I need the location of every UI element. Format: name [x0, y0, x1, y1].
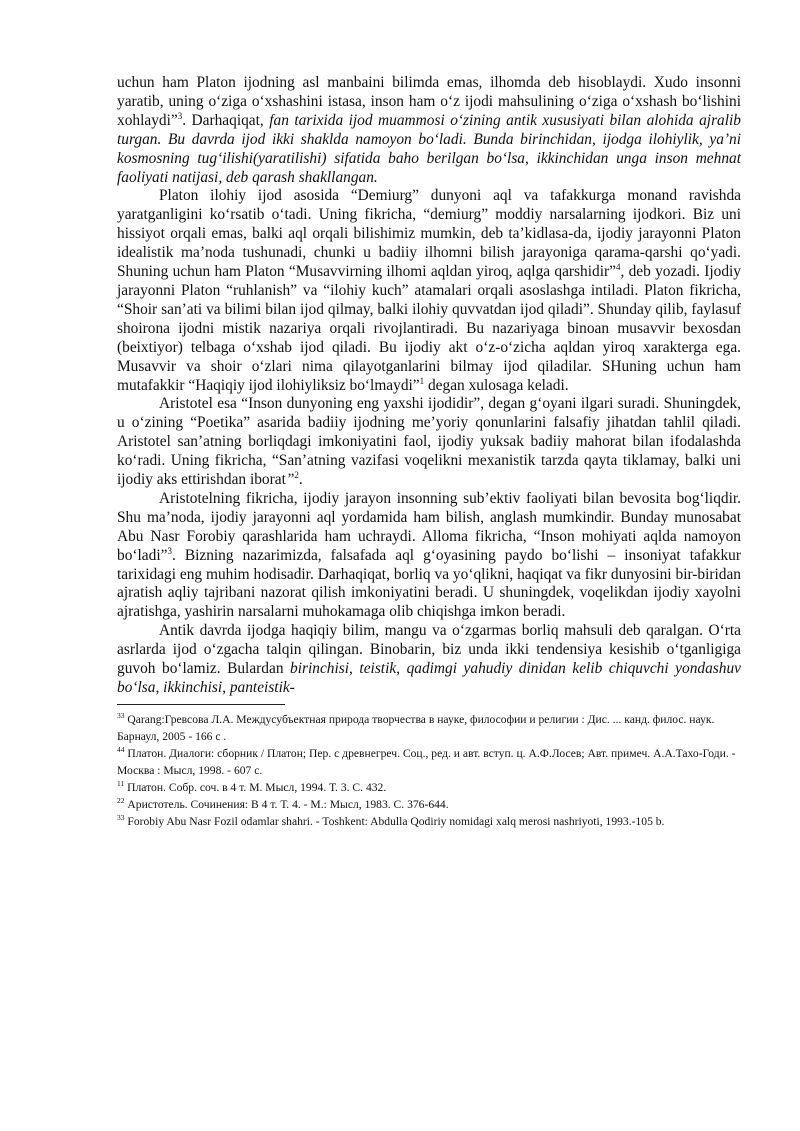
footnote-ref[interactable]: 1	[419, 375, 425, 386]
paragraph-1-italic: fan tarixida ijod muammosi o‘zining antik xususiyati bilan alohida ajralib turgan. Bu davrda ijod ikki shaklda namoyon bo‘ladi. Bunda birinchidan, ijodga ilohiylik, ya’ni kosmosning tug‘ilishi(yaratilishi) sifatida baho berilgan bo‘lsa, ikkinchidan unga inson mehnat faoliyati natijasi, deb qarash shakllangan.	[117, 111, 742, 186]
paragraph-4-text-b: . Bizning nazarimizda, falsafada aql g‘oyasining paydo bo‘lishi – insoniyat tafakkur tarixidagi eng muhim hodisadir. Darhaqiqat, borliq va yo‘qlikni, haqiqat va fikr dunyosini bir-biridan ajratish aqliy tajribani nazorat qilish imkoniyatini beradi. U shuningdek, voqelikdan ijodiy xayolni ajratishga, yashirin narsalarni muhokamaga olib chiqishga imkon beradi.	[117, 546, 741, 621]
paragraph-2-text-c: degan xulosaga keladi.	[424, 376, 569, 394]
footnote-mark: 33	[117, 711, 125, 721]
footnote-ref[interactable]: 4	[615, 261, 621, 272]
paragraph-2-text-a: Platon ilohiy ijod asosida “Demiurg” dunyoni aql va tafakkurga monand ravishda yaratganligini ko‘rsatib o‘tadi. Uning fikricha, “demiurg” moddiy narsalarning ijodkori. Biz uni hissiyot orqali emas, balki aql orqali bilishimiz mumkin, deb ta’kidlasa-da, ijodiy jarayonni Platon idealistik ma’noda tushunadi, chunki u badiiy ilhomni bilish jarayoniga qarama-qarshi qo‘yadi. Shuning uchun ham Platon “Musavvirning ilhomi aqldan yiroq, aqlga qarshidir”	[117, 187, 741, 281]
paragraph-3-text-b: .	[298, 471, 303, 489]
paragraph-5-italic: birinchisi, teistik, qadimgi yahudiy dinidan kelib chiquvchi yondashuv bo‘lsa, ikkinchisi, panteistik-	[117, 660, 741, 696]
footnote-text: Аристотель. Сочинения: В 4 т. Т. 4. - М.: Мысл, 1983. С. 376-644.	[124, 797, 449, 811]
footnote-text: Платон. Собр. соч. в 4 т. М. Мысл, 1994. Т. 3. С. 432.	[124, 780, 387, 794]
paragraph-1	[117, 74, 741, 187]
paragraph-5-text-a: Antik davrda ijodga haqiqiy bilim, mangu va o‘zgarmas borliq mahsuli deb qaralgan. O‘rta asrlarda ijod o‘zgacha talqin qilingan. Binobarin, biz unda ikki tendensiya kesishib o‘tganligiga guvoh bo‘lamiz. Bulardan	[117, 622, 741, 678]
footnote	[117, 796, 741, 813]
footnote-mark: 33	[117, 813, 125, 823]
paragraph-1-text-b: . Darhaqiqat,	[182, 111, 270, 129]
footnote	[117, 813, 741, 830]
footnote	[117, 779, 741, 796]
footnote-ref[interactable]: 2	[294, 469, 299, 480]
footnote-separator	[117, 704, 285, 705]
paragraph-3	[117, 395, 741, 490]
footnote-text: Qarang:Гревсова Л.А. Междусубъектная природа творчества в науке, философии и религии : Дис. ... канд. филос. наук. Барнаул, 2005 - 166 с .	[117, 712, 715, 743]
paragraph-1-text-a: uchun ham Platon ijodning asl manbaini bilimda emas, ilhomda deb hisoblaydi. Xudo insonni yaratib, uning o‘ziga o‘xshashini istasa, inson ham o‘z ijodi mahsulining o‘ziga o‘xshash bo‘lishini xohlaydi”	[117, 74, 741, 129]
paragraph-2	[117, 187, 741, 395]
paragraph-2-text-b: , deb yozadi. Ijodiy jarayonni Platon “ruhlanish” va “ilohiy kuch” atamalari orqali asoslashga intiladi. Platon fikricha, “Shoir san’ati va bilimi bilan ijod qilmay, balki ilohiy quvvatdan ijod qiladi”. Shunday qilib, faylasuf shoirona ijodni mistik nazariya orqali rivojlantiradi. Bu nazariyaga binoan musavvir bexosdan (beixtiyor) telbaga o‘xshab ijod qiladi. Bu ijodiy akt o‘z-o‘zicha aqldan yiroq xarakterga ega. Musavvir va shoir o‘zlari nima qilayotganlarini bilmay ijod qiladilar. SHuning uchun ham mutafakkir “Haqiqiy ijod ilohiyliksiz bo‘lmaydi”	[117, 263, 741, 394]
footnote-text: Платон. Диалоги: сборник / Платон; Пер. с древнегреч. Соц., ред. и авт. вступ. ц. А.Ф.Лосев; Авт. примеч. А.А.Тахо-Годи. - Москва : Мысл, 1998. - 607 с.	[117, 746, 736, 777]
paragraph-4-text-a: Aristotelning fikricha, ijodiy jarayon insonning sub’ektiv faoliyati bilan bevosita bog‘liqdir. Shu ma’noda, ijodiy jarayonni aql yordamida ham bilish, anglash mumkindir. Bunday munosabat Abu Nasr Forobiy qarashlarida ham uchraydi. Alloma fikricha, “Inson mohiyati aqlda namoyon bo‘ladi”	[117, 489, 741, 564]
footnote-ref[interactable]: 3	[177, 110, 183, 121]
footnote	[117, 745, 741, 779]
paragraph-5	[117, 622, 741, 698]
document-page	[117, 74, 741, 830]
paragraph-4	[117, 490, 741, 622]
footnote-mark: 11	[117, 779, 125, 789]
footnote-mark: 44	[117, 745, 125, 755]
paragraph-3-italic-quote: ”	[285, 471, 295, 489]
footnote	[117, 711, 741, 745]
footnotes-section	[117, 711, 741, 830]
footnote-text: Forobiy Abu Nasr Fozil odamlar shahri. - Toshkent: Abdulla Qodiriy nomidagi xalq merosi nashriyoti, 1993.-105 b.	[124, 814, 665, 828]
paragraph-3-text-a: Aristotel esa “Inson dunyoning eng yaxshi ijodidir”, degan g‘oyani ilgari suradi. Shuningdek, u o‘zining “Poetika” asarida badiiy ijodning me’yoriy qonunlarini falsafiy jihatdan tahlil qiladi. Aristotel san’atning borliqdagi imkoniyatini faol, ijodiy yuksak badiiy mahorat bilan ifodalashda ko‘radi. Uning fikricha, “San’atning vazifasi voqelikni mexanistik tarzda qayta tiklamay, balki uni ijodiy aks ettirishdan iborat	[117, 395, 741, 489]
footnote-mark: 22	[117, 796, 125, 806]
footnote-ref[interactable]: 3	[167, 545, 172, 556]
